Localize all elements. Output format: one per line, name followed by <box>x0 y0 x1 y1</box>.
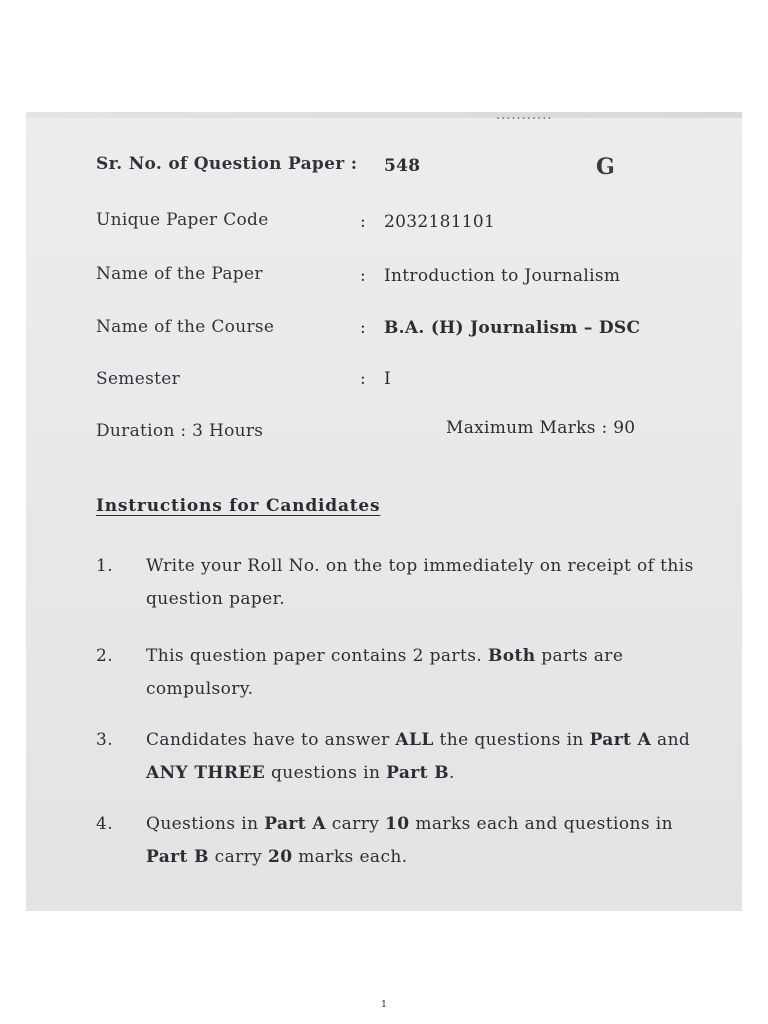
instruction-item <box>96 640 696 706</box>
maximum-marks: Maximum Marks : 90 <box>446 418 636 438</box>
instruction-item <box>96 724 696 790</box>
instructions-heading: Instructions for Candidates <box>96 496 381 516</box>
instruction-number: 4. <box>96 814 114 834</box>
semester-colon: : <box>360 369 366 389</box>
instruction-item <box>96 808 696 874</box>
instruction-text: Questions in Part A carry 10 marks each and questions in Part B carry 20 marks each. <box>146 814 673 867</box>
paper-name-colon: : <box>360 266 366 286</box>
semester-value: I <box>384 369 392 389</box>
set-code: G <box>596 154 615 180</box>
instruction-item <box>96 550 696 616</box>
instruction-text: Candidates have to answer ALL the questions in Part A and ANY THREE questions in Part B. <box>146 730 691 783</box>
duration: Duration : 3 Hours <box>96 421 264 441</box>
paper-code-colon: : <box>360 212 366 232</box>
course-value: B.A. (H) Journalism – DSC <box>384 318 641 338</box>
course-label: Name of the Course <box>96 317 275 337</box>
page-number: 1 <box>381 1000 387 1010</box>
course-colon: : <box>360 318 366 338</box>
scanned-question-paper <box>26 112 742 911</box>
paper-name-value: Introduction to Journalism <box>384 266 621 286</box>
sr-no-value: 548 <box>384 156 421 176</box>
paper-top-edge <box>26 112 742 118</box>
instruction-text: Write your Roll No. on the top immediately on receipt of this question paper. <box>146 556 694 609</box>
instruction-number: 2. <box>96 646 114 666</box>
instruction-number: 3. <box>96 730 114 750</box>
paper-name-label: Name of the Paper <box>96 264 263 284</box>
paper-code-value: 2032181101 <box>384 212 496 232</box>
roll-number-dots: ........... <box>496 112 553 123</box>
instruction-text: This question paper contains 2 parts. Both parts are compulsory. <box>146 646 624 699</box>
instruction-number: 1. <box>96 556 114 576</box>
sr-no-label: Sr. No. of Question Paper : <box>96 154 358 174</box>
paper-code-label: Unique Paper Code <box>96 210 269 230</box>
semester-label: Semester <box>96 369 181 389</box>
